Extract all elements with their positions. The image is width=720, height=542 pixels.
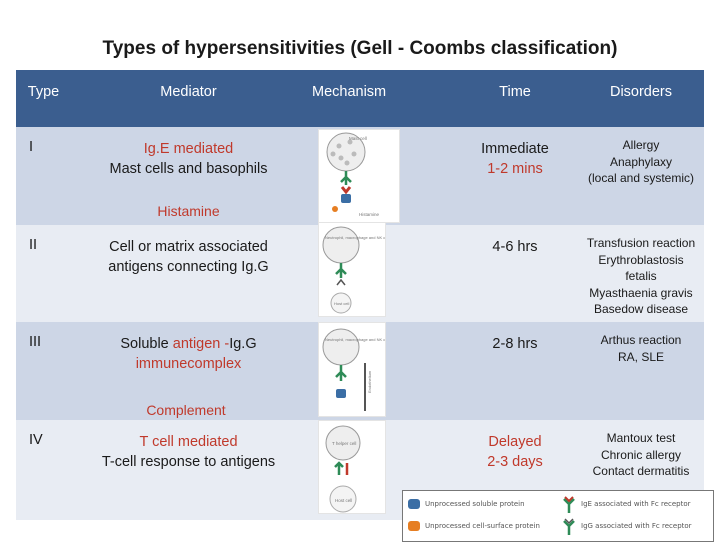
header-mediator: Mediator (160, 84, 217, 100)
igg-receptor-icon (561, 517, 577, 535)
disorders-cell (578, 225, 704, 322)
mediator-text: antigens connecting (108, 259, 242, 275)
time-cell: 4-6 hrs (492, 239, 538, 255)
page-title: Types of hypersensitivities (Gell - Coombs classification) (102, 38, 618, 59)
disorder-item: Basedow disease (593, 302, 689, 316)
legend-item: Unprocessed soluble protein (425, 500, 525, 508)
disorder-item: Allergy (622, 138, 660, 152)
header-row (16, 70, 704, 127)
header-time: Time (499, 84, 531, 100)
mediator-keyword: Ig.G (229, 336, 257, 352)
table-row-type-ii (16, 225, 704, 322)
disorder-item: Chronic allergy (600, 447, 682, 462)
diagram-label: Host cell (334, 301, 350, 306)
mediator-text: Soluble (120, 336, 173, 352)
diagram-label: Mast cell (349, 136, 367, 141)
mechanism-cell (306, 225, 452, 322)
diagram-label: T helper cell (332, 441, 357, 446)
diagram-label: Neutrophil, macrophage and NK cells (325, 235, 385, 240)
disorder-item: RA, SLE (617, 349, 665, 364)
legend-item: IgG associated with Fc receptor (581, 522, 692, 530)
type-cell: III (29, 334, 42, 350)
mediator-cell (71, 420, 306, 520)
disorder-item: Erythroblastosis (598, 252, 684, 267)
ige-receptor-icon (561, 495, 577, 513)
legend-item: IgE associated with Fc receptor (581, 500, 691, 508)
mediator-cell (71, 225, 306, 322)
mediator-line: T-cell response to antigens (101, 454, 276, 470)
type-iv-mechanism-diagram (318, 420, 386, 514)
disorders-cell (578, 127, 704, 225)
header-type: Type (27, 84, 60, 100)
disorder-item: fetalis (625, 269, 657, 283)
classification-table (16, 70, 704, 520)
disorder-item: Contact dermatitis (592, 464, 690, 478)
header-disorders: Disorders (609, 84, 673, 100)
disorder-item: Myasthaenia gravis (589, 285, 693, 300)
type-cell: II (29, 237, 38, 253)
type-i-mediator-footnote: Histamine (157, 203, 220, 219)
header-mechanism: Mechanism (312, 84, 387, 100)
disorder-item: Mantoux test (606, 431, 676, 445)
time-line: 2-3 days (487, 454, 543, 470)
time-line: 1-2 mins (487, 161, 543, 177)
time-line: Immediate (481, 141, 549, 157)
diagram-label: Histamine (359, 212, 380, 217)
mediator-keyword: Ig.G (241, 259, 269, 275)
type-iii-mediator-footnote: Complement (146, 402, 226, 418)
legend-item: Unprocessed cell-surface protein (425, 522, 540, 530)
disorder-item: Transfusion reaction (586, 236, 696, 250)
disorder-item: (local and systemic) (587, 171, 695, 185)
mediator-line (71, 334, 306, 354)
time-line: Delayed (488, 434, 542, 450)
diagram-label: Endothelium (367, 370, 372, 393)
mediator-line: T cell mediated (139, 434, 238, 450)
mediator-line (71, 257, 306, 277)
type-cell: I (29, 139, 34, 155)
mediator-line: Cell or matrix associated (109, 239, 268, 255)
type-ii-mechanism-diagram (318, 222, 386, 317)
mechanism-legend (402, 490, 714, 542)
time-cell (452, 127, 578, 225)
time-cell: 2-8 hrs (492, 336, 538, 352)
mediator-line: Ig.E mediated (143, 141, 234, 157)
type-cell: IV (29, 432, 43, 448)
diagram-label: Neutrophil, macrophage and NK cells (325, 337, 385, 342)
mediator-line: Mast cells and basophils (109, 161, 268, 177)
mediator-antigen-text: antigen - (172, 336, 230, 352)
cell-surface-protein-icon (407, 519, 421, 533)
disorder-item: Anaphylaxy (609, 154, 673, 169)
mediator-line: immunecomplex (135, 356, 242, 372)
diagram-label: Host cell (335, 498, 353, 503)
disorders-cell (578, 322, 704, 420)
disorder-item: Arthus reaction (600, 333, 682, 347)
soluble-protein-icon (407, 497, 421, 511)
